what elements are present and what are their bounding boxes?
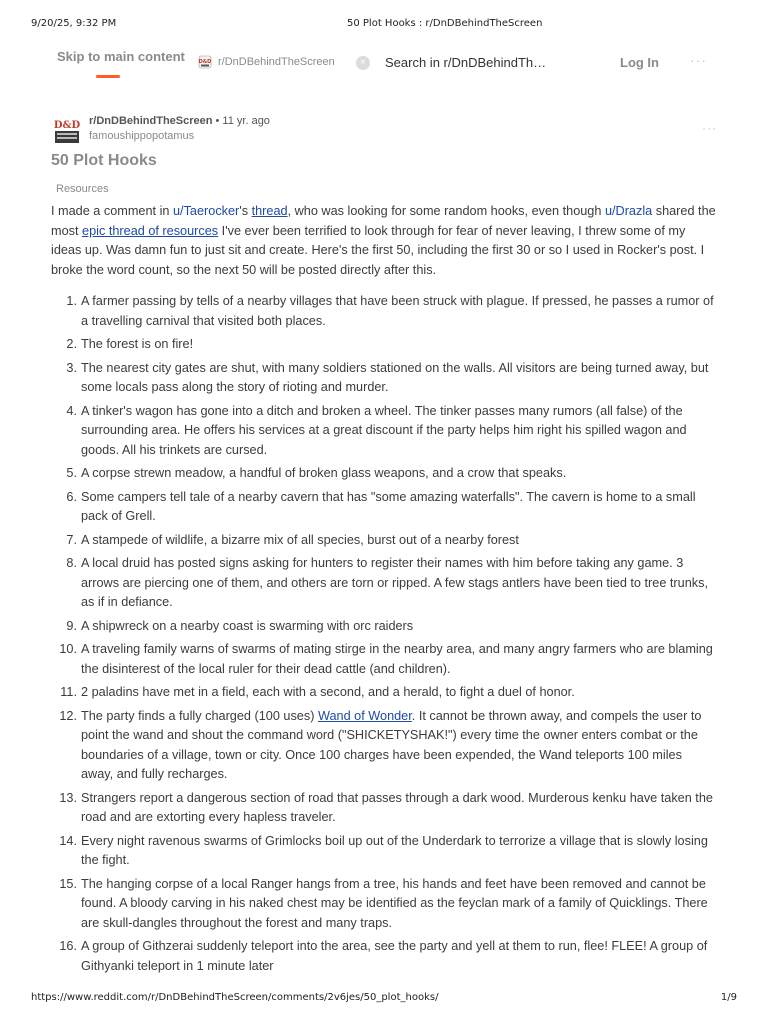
list-item-number: 5. xyxy=(66,466,77,480)
list-item xyxy=(51,789,717,828)
intro-text: I made a comment in xyxy=(51,204,173,218)
reddit-top-bar xyxy=(0,44,768,80)
post-meta xyxy=(51,113,717,149)
wand-of-wonder-link[interactable]: Wand of Wonder xyxy=(317,708,412,723)
clear-subreddit-icon[interactable]: × xyxy=(356,56,370,70)
list-item-text: A stampede of wildlife, a bizarre mix of all species, burst out of a nearby forest xyxy=(81,532,519,547)
list-item xyxy=(51,359,717,398)
list-item xyxy=(51,683,717,703)
list-item xyxy=(51,554,717,613)
list-item-number: 9. xyxy=(66,618,77,633)
epic-thread-link[interactable]: epic thread of resources xyxy=(82,223,219,238)
print-header xyxy=(31,18,737,32)
search-subreddit-chip[interactable] xyxy=(198,55,335,69)
list-item-number: 6. xyxy=(66,489,77,504)
list-item-number: 1. xyxy=(66,294,77,308)
subreddit-icon xyxy=(198,55,212,69)
search-input[interactable]: Search in r/DnDBehindTh… xyxy=(385,55,547,70)
list-item xyxy=(51,292,717,331)
print-datetime: 9/20/25, 9:32 PM xyxy=(31,18,117,29)
list-item xyxy=(51,531,717,551)
list-item-text: The party finds a fully charged (100 uses) xyxy=(81,708,318,723)
list-item-text: A local druid has posted signs asking for hunters to register their names with him before taking any game. 3 arrows are piercing one of them, and others are torn or ripped. A few stags antlers have been tied to tree trunks, as if in defiance. xyxy=(81,556,708,609)
print-doc-title: 50 Plot Hooks : r/DnDBehindTheScreen xyxy=(347,18,543,29)
list-item-number: 14. xyxy=(59,833,77,848)
post-age: • 11 yr. ago xyxy=(212,115,270,127)
intro-text: 's xyxy=(239,204,252,218)
more-options-icon[interactable]: ··· xyxy=(690,52,707,68)
list-item-text: A corpse strewn meadow, a handful of broken glass weapons, and a crow that speaks. xyxy=(81,466,567,480)
list-item xyxy=(51,875,717,934)
list-item-text: 2 paladins have met in a field, each with a second, and a herald, to fight a duel of honor. xyxy=(81,685,575,699)
list-item-number: 2. xyxy=(66,337,77,351)
subreddit-avatar[interactable] xyxy=(51,115,83,147)
list-item xyxy=(51,707,717,785)
list-item-number: 11. xyxy=(60,685,77,699)
list-item xyxy=(51,617,717,637)
list-item-text: A group of Githzerai suddenly teleport into the area, see the party and yell at them to run, flee! FLEE! A group of Githyanki teleport in 1 minute later xyxy=(81,939,708,973)
list-item-text: Some campers tell tale of a nearby cavern that has "some amazing waterfalls". The cavern is home to a small pack of Grell. xyxy=(81,489,696,523)
list-item-text: Every night ravenous swarms of Grimlocks boil up out of the Underdark to terrorize a village that is slowly losing the fight. xyxy=(81,833,708,867)
intro-paragraph xyxy=(51,202,717,280)
post-title: 50 Plot Hooks xyxy=(51,152,157,169)
post-subreddit[interactable] xyxy=(89,115,270,127)
post-more-options-icon[interactable]: ··· xyxy=(702,121,717,135)
list-item-number: 3. xyxy=(66,360,77,375)
list-item xyxy=(51,937,717,976)
list-item-number: 4. xyxy=(66,403,77,418)
intro-text: , who was looking for some random hooks, even though xyxy=(287,204,605,218)
list-item-text: A traveling family warns of swarms of mating stirge in the nearby area, and many angry farmers who are blaming the disinterest of the local ruler for their dead cattle (and children). xyxy=(81,642,713,676)
plot-hooks-list xyxy=(51,292,717,980)
list-item-text: The forest is on fire! xyxy=(81,337,194,351)
intro-text: shared the most xyxy=(51,204,716,238)
list-item-number: 13. xyxy=(59,790,77,805)
focus-underline xyxy=(96,75,120,78)
list-item-text: A tinker's wagon has gone into a ditch and broken a wheel. The tinker passes many rumors (all false) of the surrounding area. He offers his services at a great discount if the party helps him right his spilled wagon and goods. All his trinkets are cursed. xyxy=(81,403,687,457)
list-item-number: 12. xyxy=(59,708,77,723)
list-item-text: The hanging corpse of a local Ranger hangs from a tree, his hands and feet have been removed and cannot be found. A bloody carving in his naked chest may be identified as the feyclan mark of a family of Quicklings. There are skull-dangles throughout the forest and many traps. xyxy=(81,876,708,930)
list-item xyxy=(51,402,717,461)
login-button[interactable]: Log In xyxy=(620,55,659,70)
list-item-text: A farmer passing by tells of a nearby villages that have been struck with plague. If pressed, he passes a rumor of a travelling carnival that visited both places. xyxy=(81,294,714,328)
thread-link[interactable]: thread xyxy=(251,204,288,218)
list-item-number: 7. xyxy=(66,532,77,547)
list-item xyxy=(51,464,717,484)
list-item-text: The nearest city gates are shut, with many soldiers stationed on the walls. All visitors are being turned away, but some locals pass along the story of rioting and murder. xyxy=(81,360,709,394)
list-item-number: 16. xyxy=(59,939,77,953)
user-link-drazla[interactable]: u/Drazla xyxy=(604,204,653,218)
list-item-number: 8. xyxy=(66,556,77,570)
print-url: https://www.reddit.com/r/DnDBehindTheScreen/comments/2v6jes/50_plot_hooks/ xyxy=(31,992,439,1003)
skip-to-main-link[interactable]: Skip to main content xyxy=(57,49,185,64)
list-item xyxy=(51,335,717,355)
list-item-number: 15. xyxy=(59,876,77,891)
svg-text:D&D: D&D xyxy=(198,59,212,65)
user-link-taerocker[interactable]: u/Taerocker xyxy=(173,204,240,218)
list-item-number: 10. xyxy=(59,642,77,656)
print-page-number: 1/9 xyxy=(720,992,737,1003)
intro-text: I've ever been terrified to look through for fear of never leaving, I threw some of my ideas up. Was damn fun to just sit and create. Here's the first 50, including the first 30 or so I used in Rocker's post. I broke the word count, so the next 50 will be posted directly after this. xyxy=(51,223,705,277)
post-flair[interactable]: Resources xyxy=(56,183,109,195)
list-item-text: . It cannot be thrown away, and compels the user to point the wand and shout the command word ("SHICKETYSHAK!") every time the owner enters combat or the boundaries of a village, town or city. Once 100 charges have been expended, the Wand teleports 100 miles away, and fully recharges. xyxy=(81,708,702,781)
post-author[interactable]: famoushippopotamus xyxy=(89,130,195,142)
list-item xyxy=(51,640,717,679)
post-body xyxy=(51,202,717,280)
list-item xyxy=(51,488,717,527)
post-subreddit-name[interactable]: r/DnDBehindTheScreen xyxy=(89,115,213,127)
list-item-text: A shipwreck on a nearby coast is swarming with orc raiders xyxy=(81,618,414,633)
svg-text:D&D: D&D xyxy=(53,120,81,131)
list-item-text: Strangers report a dangerous section of road that passes through a dark wood. Murderous kenku have taken the road and are extorting every hapless traveler. xyxy=(81,790,713,824)
print-footer xyxy=(31,992,737,1006)
search-subreddit-label: r/DnDBehindTheScreen xyxy=(218,56,335,68)
list-item xyxy=(51,832,717,871)
